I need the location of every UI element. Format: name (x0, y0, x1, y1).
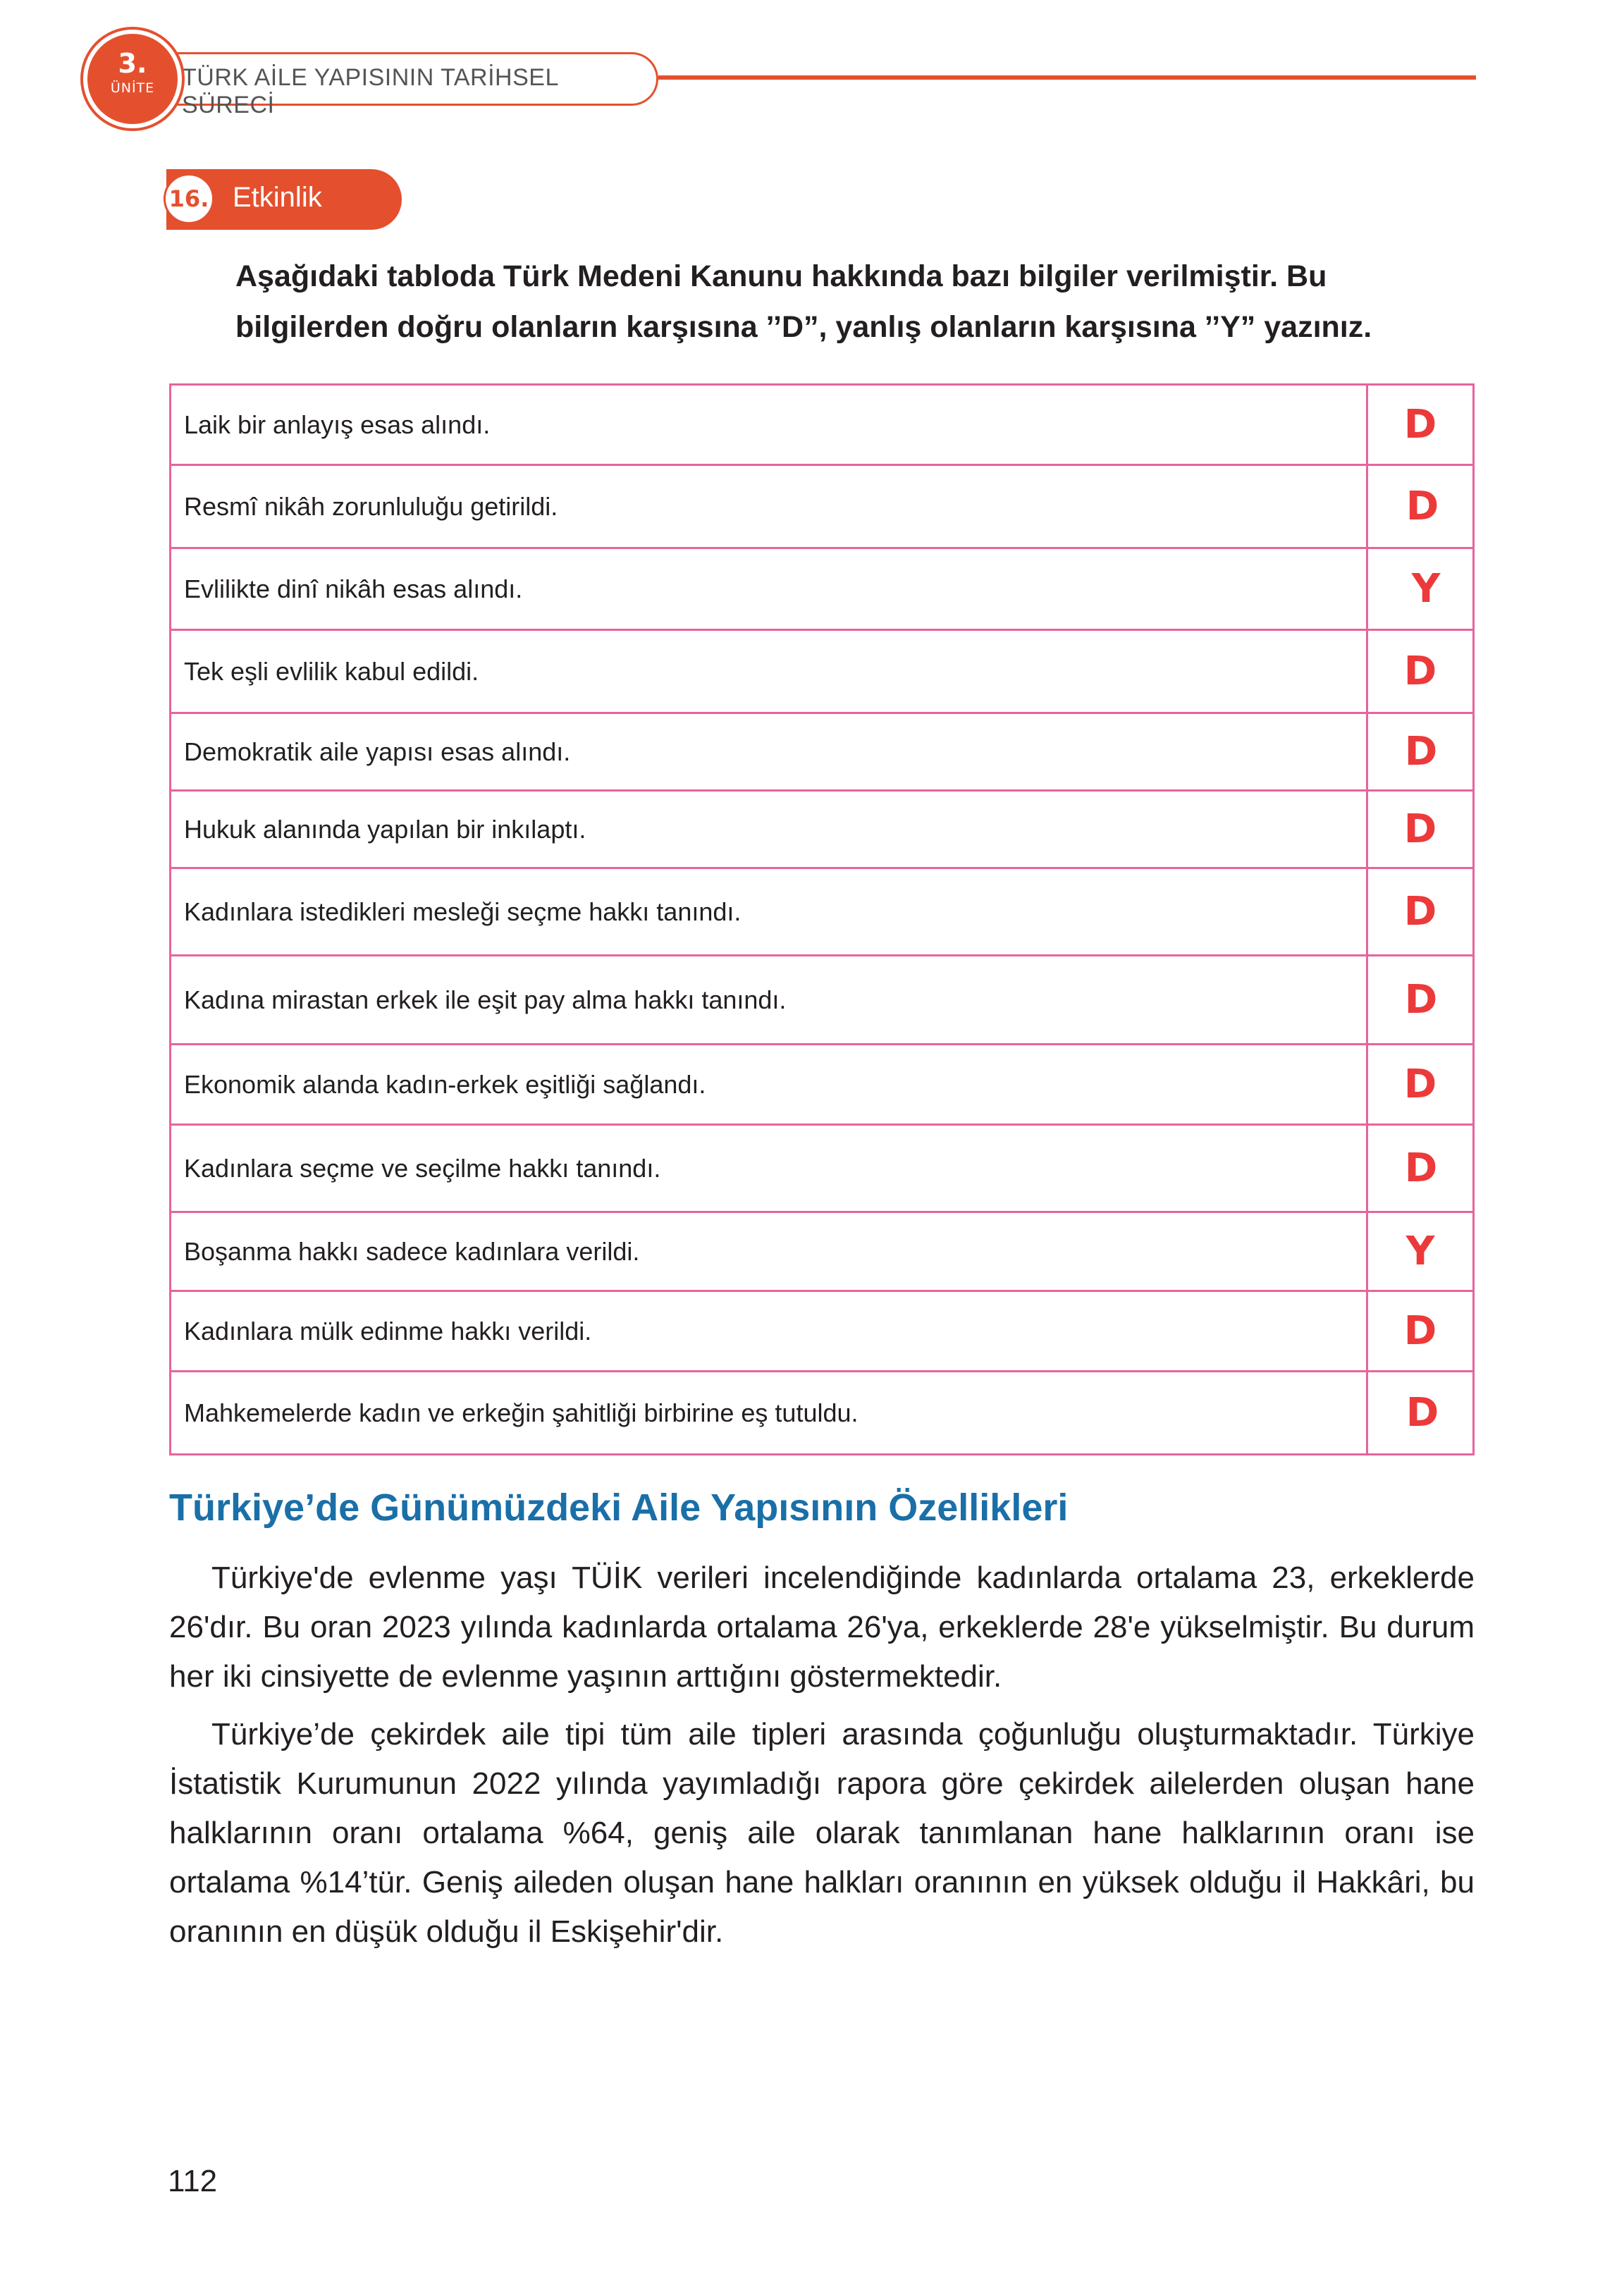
statement-cell: Kadınlara seçme ve seçilme hakkı tanındı. (171, 1125, 1367, 1212)
answer-cell[interactable]: D (1367, 465, 1474, 548)
answer-cell[interactable]: Y (1367, 548, 1474, 630)
table-row (171, 1372, 1474, 1455)
paragraph: Türkiye’de çekirdek aile tipi tüm aile tipleri arasında çoğunluğu oluşturmaktadır. Türkiye İstatistik Kurumunun 2022 yılında yayımladığı rapora göre çekirdek ailelerden oluşan hane halklarının oranı ortalama %64, geniş aile olarak tanımlanan hane halklarının oranı ise ortalama %14’tür. Geniş aileden oluşan hane halkları oranının en yüksek olduğu il Hakkâri, bu oranının en düşük olduğu il Eskişehir'dir. (169, 1717, 1475, 1949)
table-row (171, 1045, 1474, 1125)
statement-cell: Laik bir anlayış esas alındı. (171, 385, 1367, 465)
statement-cell: Mahkemelerde kadın ve erkeğin şahitliği birbirine eş tutuldu. (171, 1372, 1367, 1455)
table-row (171, 465, 1474, 548)
statement-cell: Tek eşli evlilik kabul edildi. (171, 630, 1367, 713)
table-row (171, 385, 1474, 465)
table-row (171, 630, 1474, 713)
header-rule (658, 75, 1476, 80)
answer-cell[interactable]: Y (1367, 1212, 1474, 1291)
unit-label: ÜNİTE (110, 80, 155, 96)
statement-cell: Demokratik aile yapısı esas alındı. (171, 713, 1367, 791)
paragraph: Türkiye'de evlenme yaşı TÜİK verileri incelendiğinde kadınlarda ortalama 23, erkeklerde 26'dır. Bu oran 2023 yılında kadınlarda ortalama 26'ya, erkeklerde 28'e yükselmiştir. Bu durum her iki cinsiyette de evlenme yaşının arttığını göstermektedir. (169, 1560, 1475, 1694)
section-title: Türkiye’de Günümüzdeki Aile Yapısının Özellikleri (169, 1486, 1069, 1529)
activity-number: 16. (164, 173, 214, 224)
answer-cell[interactable]: D (1367, 713, 1474, 791)
statement-cell: Boşanma hakkı sadece kadınlara verildi. (171, 1212, 1367, 1291)
statement-cell: Hukuk alanında yapılan bir inkılaptı. (171, 791, 1367, 868)
answer-cell[interactable]: D (1367, 791, 1474, 868)
answer-cell[interactable]: D (1367, 868, 1474, 956)
statement-cell: Kadınlara mülk edinme hakkı verildi. (171, 1291, 1367, 1372)
activity-label: Etkinlik (233, 182, 322, 213)
table-row (171, 713, 1474, 791)
activity-instruction: Aşağıdaki tabloda Türk Medeni Kanunu hakkında bazı bilgiler verilmiştir. Bu bilgilerden doğru olanların karşısına ’’D”, yanlış olanların karşısına ’’Y” yazınız. (235, 259, 1372, 344)
table-row (171, 868, 1474, 956)
table-row (171, 956, 1474, 1045)
table-row (171, 1125, 1474, 1212)
answer-cell[interactable]: D (1367, 1291, 1474, 1372)
answer-cell[interactable]: D (1367, 630, 1474, 713)
statement-cell: Resmî nikâh zorunluluğu getirildi. (171, 465, 1367, 548)
table-row (171, 1291, 1474, 1372)
table-row (171, 791, 1474, 868)
unit-number: 3. (118, 48, 147, 79)
true-false-table (169, 383, 1475, 1455)
unit-title-box (161, 52, 658, 118)
answer-cell[interactable]: D (1367, 385, 1474, 465)
table-row (171, 548, 1474, 630)
statement-cell: Evlilikte dinî nikâh esas alındı. (171, 548, 1367, 630)
table-row (171, 1212, 1474, 1291)
answer-cell[interactable]: D (1367, 1372, 1474, 1455)
statement-cell: Ekonomik alanda kadın-erkek eşitliği sağlandı. (171, 1045, 1367, 1125)
unit-badge (83, 30, 182, 128)
page-number: 112 (168, 2164, 218, 2198)
unit-title: TÜRK AİLE YAPISININ TARİHSEL SÜRECİ (182, 64, 558, 118)
answer-cell[interactable]: D (1367, 1125, 1474, 1212)
answer-cell[interactable]: D (1367, 956, 1474, 1045)
statement-cell: Kadına mirastan erkek ile eşit pay alma hakkı tanındı. (171, 956, 1367, 1045)
answer-cell[interactable]: D (1367, 1045, 1474, 1125)
statement-cell: Kadınlara istedikleri mesleği seçme hakkı tanındı. (171, 868, 1367, 956)
activity-tag (166, 169, 402, 230)
